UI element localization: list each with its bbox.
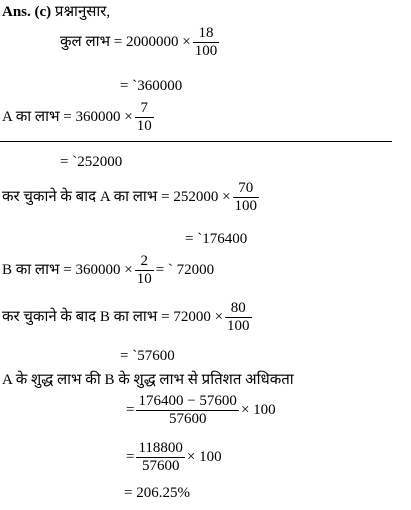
percentage-step-2 <box>126 440 222 475</box>
answer-intro: प्रश्नानुसार, <box>51 4 111 20</box>
a-after-tax-line <box>2 180 261 215</box>
ratio-fraction <box>136 440 184 475</box>
difference-fraction <box>136 393 238 428</box>
a-profit-result: = `252000 <box>60 154 123 170</box>
multiply-100: × 100 <box>240 401 276 418</box>
fraction-denominator: 57600 <box>136 457 184 475</box>
b-profit-fraction <box>135 253 154 288</box>
fraction-denominator: 100 <box>227 318 250 334</box>
fraction-numerator: 176400 − 57600 <box>138 393 237 409</box>
fraction-denominator: 100 <box>194 43 218 59</box>
equals-sign: = <box>126 401 135 418</box>
a-profit-fraction <box>135 100 154 135</box>
fraction-numerator: 2 <box>140 253 148 269</box>
total-profit-expression: कुल लाभ = 2000000 × <box>60 33 191 50</box>
a-after-tax-expression: कर चुकाने के बाद A का लाभ = 252000 × <box>2 188 231 205</box>
fraction-numerator: 80 <box>230 300 246 316</box>
fraction-denominator: 10 <box>136 271 152 287</box>
equals-sign: = <box>126 448 135 465</box>
final-answer: = 206.25% <box>124 485 190 501</box>
a-profit-line <box>2 100 156 135</box>
b-after-tax-fraction <box>225 300 252 335</box>
percentage-excess-heading: A के शुद्ध लाभ की B के शुद्ध लाभ से प्रतिशत अधिकता <box>2 372 294 388</box>
b-profit-line <box>2 253 214 288</box>
b-after-tax-line <box>2 300 254 335</box>
fraction-denominator: 100 <box>234 198 258 214</box>
b-profit-expression: B का लाभ = 360000 × <box>2 261 133 278</box>
total-profit-fraction <box>193 25 220 60</box>
b-after-tax-expression: कर चुकाने के बाद B का लाभ = 72000 × <box>2 308 224 325</box>
a-after-tax-fraction <box>233 180 260 215</box>
b-profit-result: = ` 72000 <box>155 261 215 278</box>
fraction-numerator: 118800 <box>138 440 183 456</box>
answer-label: Ans. (c) <box>2 4 52 20</box>
total-profit-line <box>60 25 221 60</box>
fraction-denominator: 57600 <box>136 410 238 428</box>
a-profit-expression: A का लाभ = 360000 × <box>2 108 133 125</box>
b-after-tax-result: = `57600 <box>120 348 175 364</box>
fraction-numerator: 7 <box>140 100 148 116</box>
fraction-numerator: 18 <box>198 25 214 41</box>
fraction-numerator: 70 <box>238 180 254 196</box>
answer-heading <box>2 3 110 21</box>
a-after-tax-result: = `176400 <box>185 231 248 247</box>
total-profit-result: = `360000 <box>120 78 183 94</box>
divider-line <box>0 141 392 142</box>
fraction-denominator: 10 <box>136 118 152 134</box>
percentage-step-1 <box>126 393 276 428</box>
multiply-100: × 100 <box>186 448 222 465</box>
